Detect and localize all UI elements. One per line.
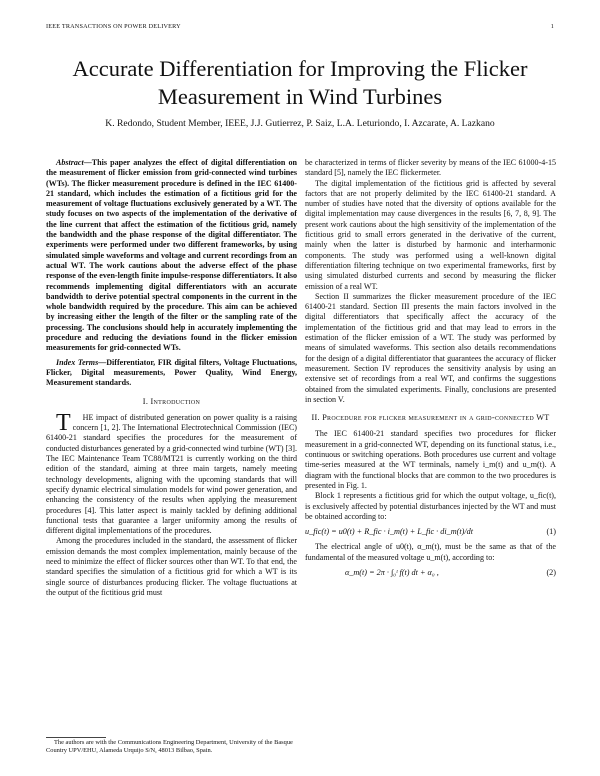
abstract bbox=[46, 158, 297, 354]
right-paragraph-1: be characterized in terms of flicker severity by means of the IEC 61000-4-15 standard [5], namely the IEC flickermeter. bbox=[305, 158, 556, 178]
intro-paragraph-1-text: HE impact of distributed generation on power quality is a raising concern [1, 2]. The International Electrotechnical Commission (IEC) 61400-21 standard specifies the procedures for the measurement of conducted disturbances generated by a grid-connected wind turbine (WT) [3]. The IEC Maintenance Team TC88/MT21 is currently working on the third edition of the standard, aiming at three main targets, namely meeting technology developments, aligning with the upcoming standards that will specify dynamic electrical simulation models for wind power generation, and enhancing the consistency of the results when applying the measurement procedures [4]. This latter aspect is mainly tackled by defining additional functional tests that guarantee a larger uniformity among the results of different digital implementations of the procedures. bbox=[46, 412, 297, 536]
index-terms-label: Index Terms— bbox=[56, 357, 107, 367]
equation-2 bbox=[305, 568, 556, 578]
intro-paragraph-1 bbox=[46, 409, 297, 537]
footnote-rule bbox=[46, 737, 106, 738]
paper-title: Accurate Differentiation for Improving the Flicker Measurement in Wind Turbines bbox=[72, 56, 528, 109]
footnote: The authors are with the Communications Engineering Department, University of the Basque Country UPV/EHU, Alameda Urquijo S/N, 48013 Bilbao, Spain. bbox=[46, 739, 293, 754]
equation-1 bbox=[305, 527, 556, 537]
right-paragraph-2: The digital implementation of the fictitious grid is affected by several factors that are not properly delimited by the IEC 61400-21 standard. A number of studies have noted that the diversity of options available for the digital implementation may cause divergences in the results [6, 7, 8, 9]. The present work cautions about the high sensitivity of the implementation of the fictitious grid to small errors generated in the derivative of the current, mainly when the latter is disturbed by harmonic and interharmonic components. The study was performed using a well-known digital differentiation filtering technique on two experimental frameworks, first by using simulated disturbed currents and second by measuring the flicker emission of a real WT. bbox=[305, 178, 556, 291]
author-list: K. Redondo, Student Member, IEEE, J.J. Gutierrez, P. Saiz, L.A. Leturiondo, I. Azcarate, A. Lazkano bbox=[105, 118, 495, 129]
drop-cap: T bbox=[56, 409, 71, 436]
abstract-text: This paper analyzes the effect of digital differentiation on the measurement of flicker emission from grid-connected wind turbines (WTs). The flicker measurement procedure is defined in the IEC 61400-21 standard, which includes the estimation of a fictitious grid for the measurement of voltage fluctuations exclusively generated by a WT. The study focuses on two aspects of the implementation of the derivative of the line current that affect the estimation of the fictitious grid, namely the bandwidth and the phase response of the digital differentiator. The experiments were performed under two different frameworks, by using simulated simple waveforms and voltage and current recordings from an actual WT. The work cautions about the adverse effect of the phase response of the even-length finite impulse-response differentiators. It also recommends implementing digital differentiators with an accurate bandwidth to derive potential spectral components in the current in the whole bandwidth required by the procedure. This aim can be achieved by increasing either the length of the filter or the sampling rate of the processing. The conclusions should help in accurately implementing the procedure and reducing the deviations found in the flicker emission measurements for grid-connected WTs. bbox=[46, 158, 298, 353]
equation-2-body: α_m(t) = 2π · ∫₀ᵗ f(t) dt + α₀ , bbox=[345, 567, 439, 577]
equation-1-body: u_fic(t) = u0(t) + R_fic · i_m(t) + L_fic · di_m(t)/dt bbox=[305, 527, 474, 537]
abstract-label: Abstract— bbox=[56, 158, 92, 167]
left-column bbox=[46, 158, 297, 598]
right-paragraph-4: The IEC 61400-21 standard specifies two procedures for flicker measurement in a grid-connected WT, depending on its functional status, i.e., continuous or switching operations. Both procedures use current and voltage time-series measured at the WT terminals, namely i_m(t) and u_m(t). A diagram with the functional blocks that are common to the two procedures is presented in Fig. 1. bbox=[305, 429, 556, 490]
journal-name: IEEE TRANSACTIONS ON POWER DELIVERY bbox=[46, 23, 181, 30]
index-terms-text: Differentiator, FIR digital filters, Voltage Fluctuations, Flicker, Digital measurements, Power Quality, Wind Energy, Measurement standards. bbox=[46, 357, 297, 388]
equation-2-number: (2) bbox=[546, 567, 556, 577]
right-paragraph-3: Section II summarizes the flicker measurement procedure of the IEC 61400-21 standard. Section III presents the main factors involved in the digital differentiators that specifically affect the accuracy of the implementation of the fictitious grid and that may lead to errors in the estimation of the flicker emission of a WT. The study was performed by means of simulated waveforms. This section also details recommendations for the design of a digital differentiator that guarantees the accuracy of flicker measurement. Section IV reproduces the sensitivity analysis by using an extensive set of recordings from a real WT, and confirms the suggestions obtained from the simulated experiments. Finally, conclusions are presented in section V. bbox=[305, 291, 556, 404]
intro-paragraph-2: Among the procedures included in the standard, the assessment of flicker emission demands the most complex implementation, mainly because of the need to minimize the effect of flicker sources other than WT. To that end, the standard specifies the simulation of a fictitious grid for which a WT is its single source of disturbances producing flicker. The voltage fluctuations at the output of the fictitious grid must bbox=[46, 536, 297, 597]
right-paragraph-5: Block 1 represents a fictitious grid for which the output voltage, u_fic(t), is exclusively affected by potential disturbances injected by the WT and must be obtained according to: bbox=[305, 491, 556, 521]
equation-1-number: (1) bbox=[546, 527, 556, 537]
section-heading-introduction: I. Introduction bbox=[142, 396, 201, 406]
running-head bbox=[46, 23, 554, 30]
section-heading-procedure: II. Procedure for flicker measurement in a grid-connected WT bbox=[311, 413, 550, 423]
index-terms bbox=[46, 358, 297, 389]
right-paragraph-6: The electrical angle of u0(t), α_m(t), must be the same as that of the fundamental of the measured voltage u_m(t), according to: bbox=[305, 542, 556, 562]
page-number: 1 bbox=[550, 23, 554, 30]
right-column bbox=[305, 158, 556, 583]
